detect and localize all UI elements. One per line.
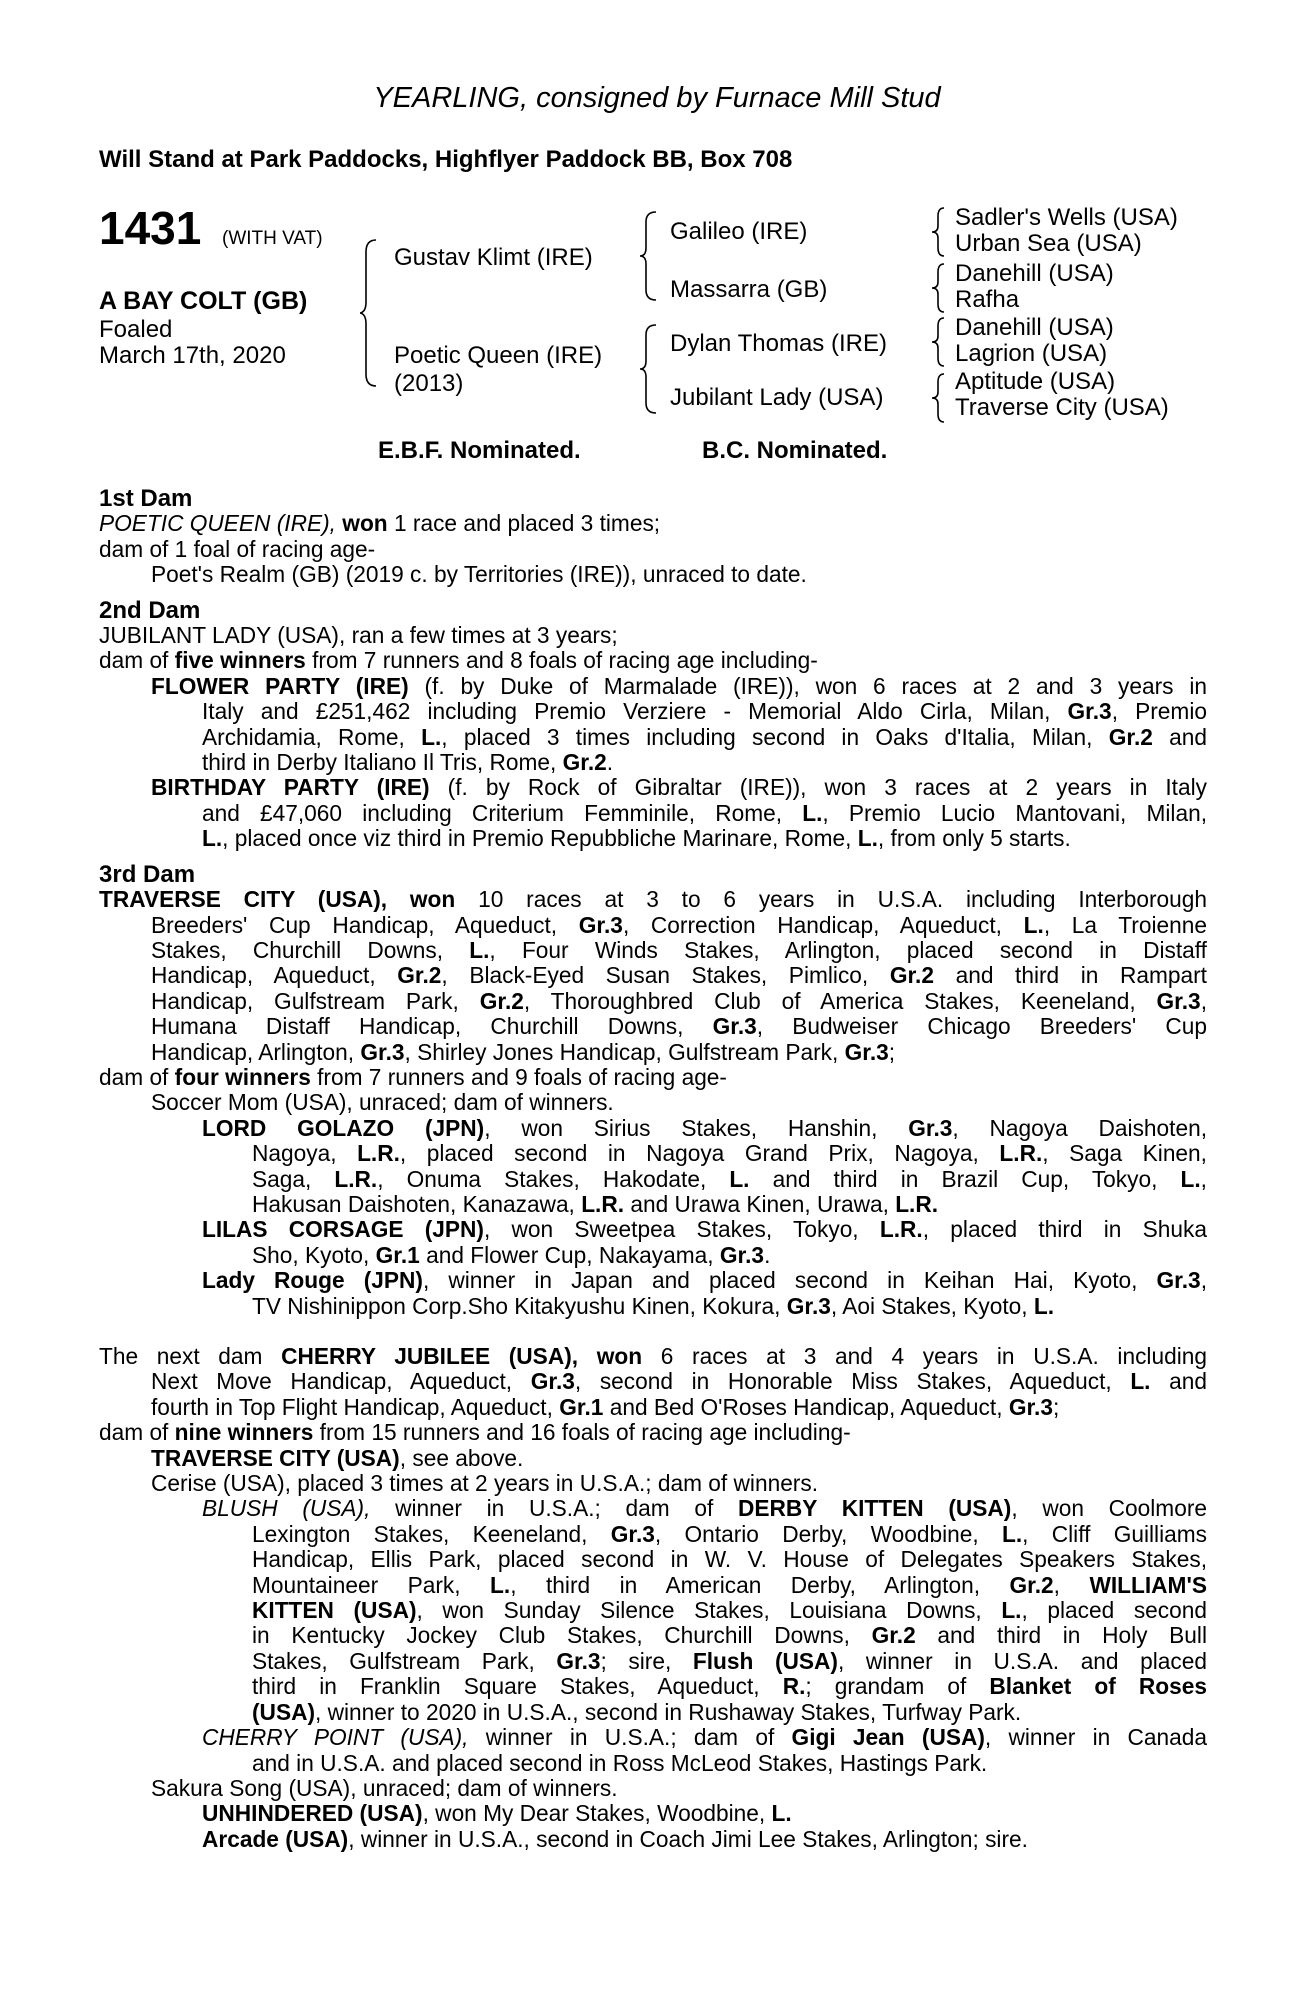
produce-line: LORD GOLAZO (JPN), won Sirius Stakes, Hanshin, Gr.3, Nagoya Daishoten, (202, 1114, 1207, 1141)
produce-line: Handicap, Ellis Park, placed second in W. V. House of Delegates Speakers Stakes, (252, 1546, 1207, 1573)
produce-line: Saga, L.R., Onuma Stakes, Hakodate, L. and third in Brazil Cup, Tokyo, L., (252, 1165, 1207, 1192)
produce-line: Arcade (USA), winner in U.S.A., second in Coach Jimi Lee Stakes, Arlington; sire. (202, 1825, 1028, 1852)
produce-line: in Kentucky Jockey Club Stakes, Churchill Downs, Gr.2 and third in Holy Bull (252, 1622, 1207, 1649)
produce-line: Archidamia, Rome, L., placed 3 times including second in Oaks d'Italia, Milan, Gr.2 and (202, 723, 1207, 750)
first-dam-heading: 1st Dam (99, 485, 193, 512)
third-dam-line: Humana Distaff Handicap, Churchill Downs, Gr.3, Budweiser Chicago Breeders' Cup (151, 1013, 1207, 1040)
pedigree-brace-sire (640, 210, 664, 302)
produce-line: and £47,060 including Criterium Femminile, Rome, L., Premio Lucio Mantovani, Milan, (202, 799, 1207, 826)
second-dam-line: JUBILANT LADY (USA), ran a few times at 3 years; (99, 622, 618, 649)
foaled-date: March 17th, 2020 (99, 342, 286, 369)
third-dam-line: dam of four winners from 7 runners and 9 foals of racing age- (99, 1063, 727, 1090)
first-dam-line: POETIC QUEEN (IRE), won 1 race and placed 3 times; (99, 510, 661, 537)
bc-nomination: B.C. Nominated. (702, 437, 888, 464)
produce-line: Stakes, Gulfstream Park, Gr.3; sire, Flush (USA), winner in U.S.A. and placed (252, 1647, 1207, 1674)
produce-line: Sakura Song (USA), unraced; dam of winners. (151, 1774, 618, 1801)
next-dam-line: dam of nine winners from 15 runners and 16 foals of racing age including- (99, 1419, 851, 1446)
pedigree-g4: Traverse City (USA) (955, 394, 1169, 421)
produce-line: Sho, Kyoto, Gr.1 and Flower Cup, Nakayama, Gr.3. (252, 1241, 771, 1268)
produce-line: TV Nishinippon Corp.Sho Kitakyushu Kinen, Kokura, Gr.3, Aoi Stakes, Kyoto, L. (252, 1292, 1055, 1319)
lot-description: A BAY COLT (GB) (99, 287, 308, 315)
first-dam-line: dam of 1 foal of racing age- (99, 535, 376, 562)
produce-line: Lady Rouge (JPN), winner in Japan and placed second in Keihan Hai, Kyoto, Gr.3, (202, 1267, 1207, 1294)
pedigree-g4: Sadler's Wells (USA) (955, 204, 1178, 231)
next-dam-line: Next Move Handicap, Aqueduct, Gr.3, second in Honorable Miss Stakes, Aqueduct, L. and (151, 1368, 1207, 1395)
next-dam-line: fourth in Top Flight Handicap, Aqueduct, Gr.1 and Bed O'Roses Handicap, Aqueduct, Gr.3; (151, 1393, 1060, 1420)
produce-line: L., placed once viz third in Premio Repubbliche Marinare, Rome, L., from only 5 starts. (202, 825, 1071, 852)
pedigree-dam-dam: Jubilant Lady (USA) (670, 384, 884, 411)
pedigree-sire-sire: Galileo (IRE) (670, 218, 808, 245)
pedigree-dam-sire: Dylan Thomas (IRE) (670, 330, 887, 357)
pedigree-brace-main (360, 238, 384, 388)
produce-line: BIRTHDAY PARTY (IRE) (f. by Rock of Gibraltar (IRE)), won 3 races at 2 years in Italy (151, 774, 1207, 801)
pedigree-dam-year: (2013) (394, 370, 464, 397)
pedigree-g4: Aptitude (USA) (955, 368, 1116, 395)
produce-line: Cerise (USA), placed 3 times at 2 years in U.S.A.; dam of winners. (151, 1470, 819, 1497)
produce-line: third in Derby Italiano Il Tris, Rome, Gr.2. (202, 749, 614, 776)
second-dam-heading: 2nd Dam (99, 596, 201, 624)
second-dam-line: dam of five winners from 7 runners and 8 foals of racing age including- (99, 647, 818, 674)
produce-line: and in U.S.A. and placed second in Ross McLeod Stakes, Hastings Park. (252, 1749, 988, 1776)
vat-note: (WITH VAT) (222, 228, 323, 249)
produce-line: (USA), winner to 2020 in U.S.A., second in Rushaway Stakes, Turfway Park. (252, 1698, 1022, 1725)
pedigree-brace-dam (640, 323, 664, 415)
produce-line: KITTEN (USA), won Sunday Silence Stakes, Louisiana Downs, L., placed second (252, 1597, 1207, 1624)
pedigree-sire: Gustav Klimt (IRE) (394, 244, 593, 271)
venue-line: Will Stand at Park Paddocks, Highflyer Paddock BB, Box 708 (99, 146, 793, 173)
page-title: YEARLING, consigned by Furnace Mill Stud (373, 82, 941, 114)
pedigree-brace-g4-1 (932, 206, 950, 258)
third-dam-line: Handicap, Gulfstream Park, Gr.2, Thoroughbred Club of America Stakes, Keeneland, Gr.3, (151, 987, 1207, 1014)
produce-line: TRAVERSE CITY (USA), see above. (151, 1444, 524, 1471)
ebf-nomination: E.B.F. Nominated. (378, 437, 581, 464)
produce-line: Lexington Stakes, Keeneland, Gr.3, Ontario Derby, Woodbine, L., Cliff Guilliams (252, 1520, 1207, 1547)
pedigree-brace-g4-3 (932, 316, 950, 368)
third-dam-line: Handicap, Aqueduct, Gr.2, Black-Eyed Susan Stakes, Pimlico, Gr.2 and third in Rampart (151, 962, 1207, 989)
third-dam-line: Breeders' Cup Handicap, Aqueduct, Gr.3, Correction Handicap, Aqueduct, L., La Troienne (151, 911, 1207, 938)
third-dam-heading: 3rd Dam (99, 860, 196, 888)
produce-line: Nagoya, L.R., placed second in Nagoya Grand Prix, Nagoya, L.R., Saga Kinen, (252, 1140, 1207, 1167)
produce-line: Mountaineer Park, L., third in American Derby, Arlington, Gr.2, WILLIAM'S (252, 1571, 1207, 1598)
produce-line: third in Franklin Square Stakes, Aqueduct, R.; grandam of Blanket of Roses (252, 1673, 1207, 1700)
pedigree-g4: Danehill (USA) (955, 314, 1114, 341)
pedigree-dam: Poetic Queen (IRE) (394, 342, 603, 369)
pedigree-notes (99, 486, 1207, 1852)
produce-line: Soccer Mom (USA), unraced; dam of winners. (151, 1089, 614, 1116)
first-dam-produce: Poet's Realm (GB) (2019 c. by Territories (IRE)), unraced to date. (151, 561, 807, 588)
third-dam-line: TRAVERSE CITY (USA), won 10 races at 3 to 6 years in U.S.A. including Interborough (99, 886, 1207, 913)
third-dam-line: Stakes, Churchill Downs, L., Four Winds Stakes, Arlington, placed second in Distaff (151, 936, 1207, 963)
produce-line: Italy and £251,462 including Premio Verziere - Memorial Aldo Cirla, Milan, Gr.3, Premio (202, 698, 1207, 725)
produce-line: UNHINDERED (USA), won My Dear Stakes, Woodbine, L. (202, 1800, 792, 1827)
lot-number: 1431 (99, 202, 202, 254)
produce-line: BLUSH (USA), winner in U.S.A.; dam of DERBY KITTEN (USA), won Coolmore (202, 1495, 1207, 1522)
pedigree-g4: Danehill (USA) (955, 260, 1114, 287)
pedigree-g4: Rafha (955, 286, 1020, 313)
pedigree-g4: Lagrion (USA) (955, 340, 1108, 367)
pedigree-sire-dam: Massarra (GB) (670, 276, 828, 303)
next-dam-line: The next dam CHERRY JUBILEE (USA), won 6 races at 3 and 4 years in U.S.A. including (99, 1343, 1207, 1369)
produce-line: LILAS CORSAGE (JPN), won Sweetpea Stakes, Tokyo, L.R., placed third in Shuka (202, 1216, 1207, 1243)
pedigree-g4: Urban Sea (USA) (955, 230, 1142, 257)
foaled-label: Foaled (99, 316, 173, 343)
pedigree-brace-g4-2 (932, 262, 950, 314)
produce-line: Hakusan Daishoten, Kanazawa, L.R. and Urawa Kinen, Urawa, L.R. (252, 1190, 939, 1217)
produce-line: CHERRY POINT (USA), winner in U.S.A.; dam of Gigi Jean (USA), winner in Canada (202, 1724, 1207, 1751)
produce-line: FLOWER PARTY (IRE) (f. by Duke of Marmalade (IRE)), won 6 races at 2 and 3 years in (151, 672, 1207, 699)
third-dam-line: Handicap, Arlington, Gr.3, Shirley Jones Handicap, Gulfstream Park, Gr.3; (151, 1038, 896, 1065)
pedigree-brace-g4-4 (932, 372, 950, 424)
